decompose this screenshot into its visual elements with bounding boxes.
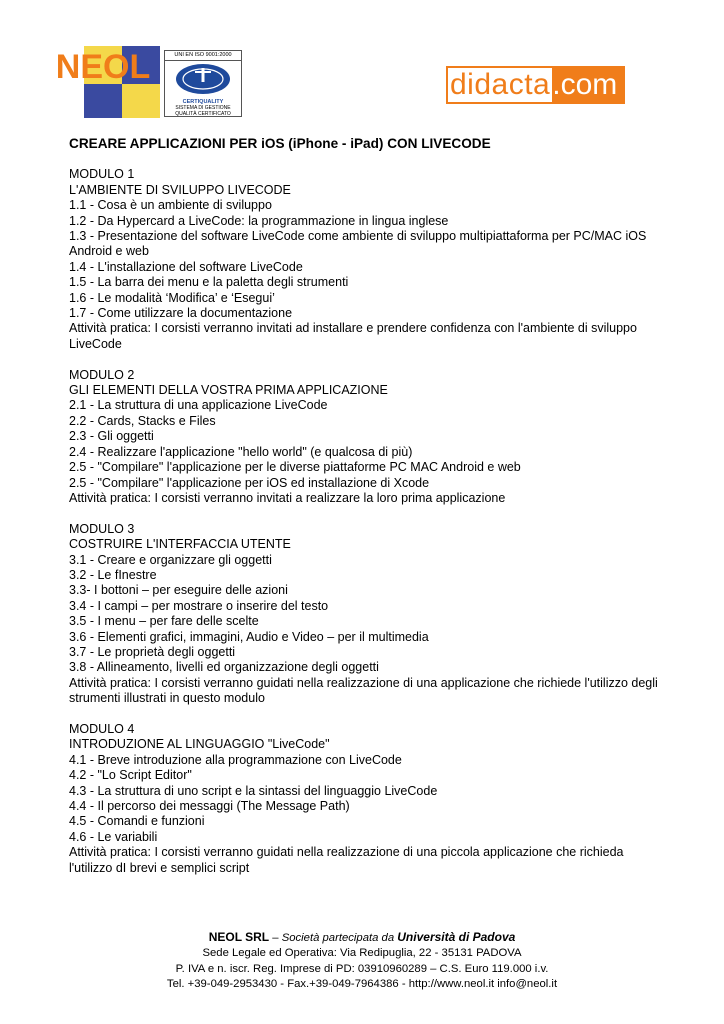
footer-company-line [110,930,614,946]
module-line: 4.4 - Il percorso dei messaggi (The Message Path) [69,799,350,814]
module-title: L'AMBIENTE DI SVILUPPO LIVECODE [69,182,291,197]
module-line: 4.6 - Le variabili [69,829,158,844]
module-line: Attività pratica: I corsisti verranno invitati ad installare e prendere confidenza con l'ambiente di sviluppo LiveCode [69,321,637,351]
module-heading: MODULO 4 [69,721,135,736]
module-line: 1.2 - Da Hypercard a LiveCode: la programmazione in lingua inglese [69,213,449,228]
module-line: 2.2 - Cards, Stacks e Files [69,413,216,428]
module-line: 1.6 - Le modalità ‘Modifica’ e ‘Esegui’ [69,290,275,305]
module-line: 4.5 - Comandi e funzioni [69,814,205,829]
module-line: 2.1 - La struttura di una applicazione LiveCode [69,398,328,413]
module-line: 2.5 - "Compilare" l'applicazione per le diverse piattaforme PC MAC Android e web [69,460,521,475]
module-line: 1.7 - Come utilizzare la documentazione [69,306,293,321]
module-line: 3.3- I bottoni – per eseguire delle azioni [69,583,288,598]
module-line: 1.4 - L'installazione del software LiveCode [69,259,303,274]
cert-line-1: SISTEMA DI GESTIONE [175,105,231,111]
module-1 [69,167,669,352]
module-heading: MODULO 3 [69,521,135,536]
module-line: 3.5 - I menu – per fare delle scelte [69,614,259,629]
module-line: 3.6 - Elementi grafici, immagini, Audio e Video – per il multimedia [69,629,429,644]
module-heading: MODULO 1 [69,167,135,182]
neol-logo [55,46,160,118]
logo-letter-n: NEOL [55,48,151,86]
footer-company: NEOL SRL [208,930,270,944]
module-line: 3.7 - Le proprietà degli oggetti [69,644,236,659]
didacta-logo [446,66,625,104]
module-title: COSTRUIRE L'INTERFACCIA UTENTE [69,537,291,552]
module-line: 3.8 - Allineamento, livelli ed organizzazione degli oggetti [69,660,379,675]
footer-address: Sede Legale ed Operativa: Via Redipuglia, 22 - 35131 PADOVA [202,947,522,960]
didacta-logo-right: .com [552,68,623,102]
module-line: Attività pratica: I corsisti verranno guidati nella realizzazione di una applicazione che richiede l'utilizzo degli strumenti illustrati in questo modulo [69,675,658,706]
module-3 [69,522,669,707]
module-line: 1.3 - Presentazione del software LiveCode come ambiente di sviluppo multipiattaforma per PC/MAC iOS Android e web [69,229,647,259]
module-line: Attività pratica: I corsisti verranno invitati a realizzare la loro prima applicazione [69,490,506,505]
module-line: 3.1 - Creare e organizzare gli oggetti [69,552,272,567]
modules-container [69,167,669,876]
module-line: 2.3 - Gli oggetti [69,429,154,444]
footer-dash: – [269,932,282,944]
module-line: 4.3 - La struttura di uno script e la sintassi del linguaggio LiveCode [69,783,438,798]
module-title: GLI ELEMENTI DELLA VOSTRA PRIMA APPLICAZIONE [69,383,388,398]
module-line: 4.1 - Breve introduzione alla programmazione con LiveCode [69,752,402,767]
module-line: 3.4 - I campi – per mostrare o inserire del testo [69,598,329,613]
cert-standard: UNI EN ISO 9001:2000 [165,51,241,61]
module-2 [69,368,669,507]
footer-partner-text: Società partecipata da [281,932,398,944]
module-line: 1.1 - Cosa è un ambiente di sviluppo [69,198,272,213]
document-body [69,136,669,891]
module-line: Attività pratica: I corsisti verranno guidati nella realizzazione di una piccola applicazione che richieda l'utilizzo dI brevi e semplici script [69,845,624,875]
module-line: 3.2 - Le fInestre [69,567,157,582]
certiquality-emblem-icon [174,62,232,96]
module-4 [69,722,669,876]
module-line: 2.5 - "Compilare" l'applicazione per iOS ed installazione di Xcode [69,475,430,490]
footer-university: Università di Padova [397,930,516,944]
module-line: 1.5 - La barra dei menu e la paletta degli strumenti [69,275,349,290]
module-line: 4.2 - "Lo Script Editor" [69,768,192,783]
didacta-logo-left: didacta [450,68,551,101]
footer [110,930,614,993]
certiquality-badge [164,50,242,117]
module-line: 2.4 - Realizzare l'applicazione "hello world" (e qualcosa di più) [69,444,413,459]
footer-registration: P. IVA e n. iscr. Reg. Imprese di PD: 03910960289 – C.S. Euro 119.000 i.v. [175,962,549,975]
cert-line-2: QUALITÀ CERTIFICATO [175,111,231,117]
footer-contacts: Tel. +39-049-2953430 - Fax.+39-049-7964386 - http://www.neol.it info@neol.it [166,978,558,991]
page-title: CREARE APPLICAZIONI PER iOS (iPhone - iPad) CON LIVECODE [69,136,491,151]
cert-text [165,99,241,117]
module-heading: MODULO 2 [69,367,135,382]
module-title: INTRODUZIONE AL LINGUAGGIO "LiveCode" [69,737,330,752]
cert-brand: CERTIQUALITY [182,99,224,105]
